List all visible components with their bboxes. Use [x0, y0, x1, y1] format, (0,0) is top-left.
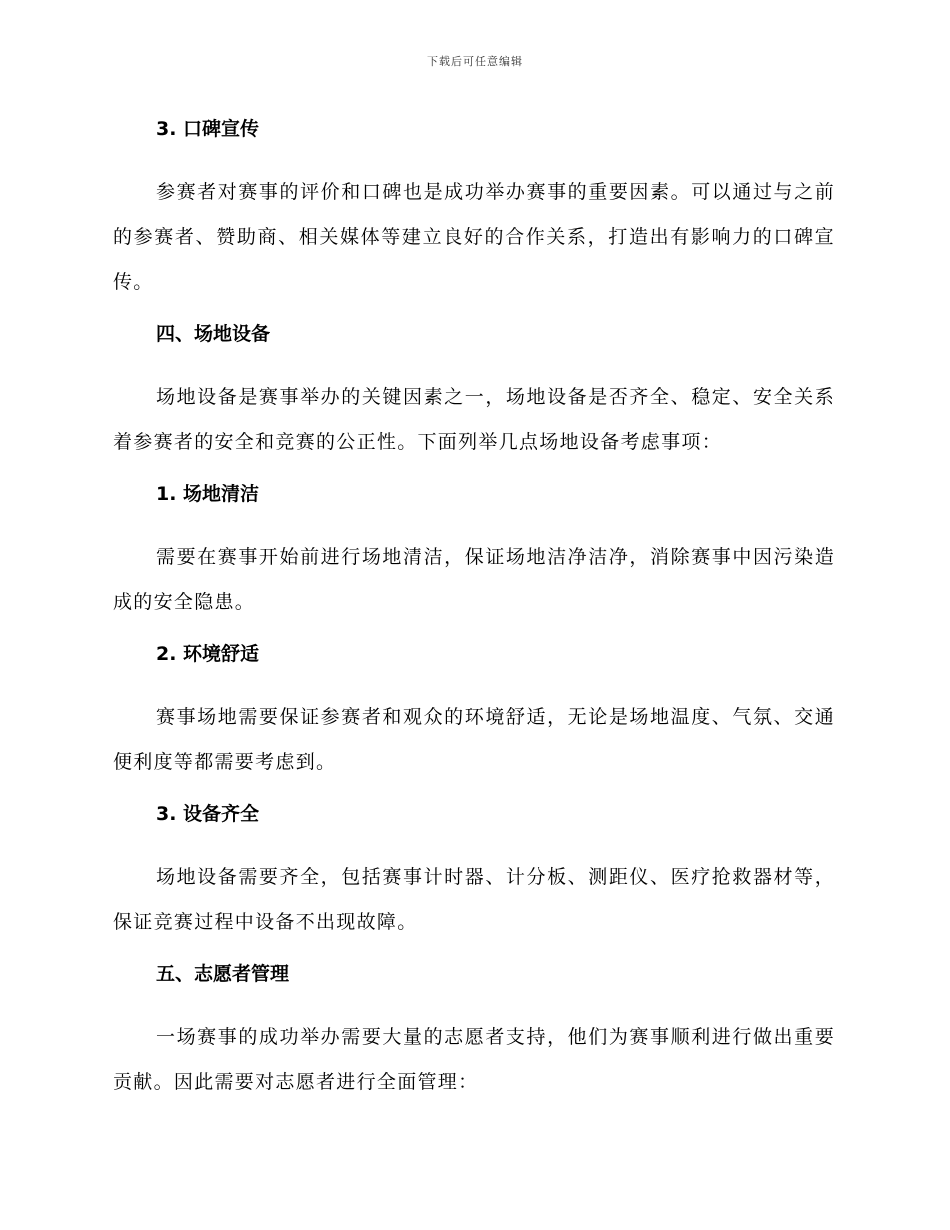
section-heading-volunteer-management: 五、志愿者管理: [156, 963, 290, 985]
header-note: 下载后可任意编辑: [427, 55, 523, 68]
paragraph-word-of-mouth: 参赛者对赛事的评价和口碑也是成功举办赛事的重要因素。可以通过与之前的参赛者、赞助商、相关媒体等建立良好的合作关系，打造出有影响力的口碑宣传。: [113, 181, 835, 293]
section-heading-word-of-mouth: 3. 口碑宣传: [156, 118, 260, 140]
section-heading-venue-cleaning: 1. 场地清洁: [156, 483, 260, 505]
section-heading-venue-equipment: 四、场地设备: [156, 323, 271, 345]
document-body: [113, 112, 835, 1117]
paragraph-comfort: 赛事场地需要保证参赛者和观众的环境舒适，无论是场地温度、气氛、交通便利度等都需要考虑到。: [113, 706, 835, 773]
paragraph-venue-equipment: 场地设备是赛事举办的关键因素之一，场地设备是否齐全、稳定、安全关系着参赛者的安全和竞赛的公正性。下面列举几点场地设备考虑事项：: [113, 386, 835, 453]
paragraph-volunteer-management: 一场赛事的成功举办需要大量的志愿者支持，他们为赛事顺利进行做出重要贡献。因此需要对志愿者进行全面管理：: [113, 1026, 835, 1093]
paragraph-equipment-complete: 场地设备需要齐全，包括赛事计时器、计分板、测距仪、医疗抢救器材等，保证竞赛过程中设备不出现故障。: [113, 866, 835, 933]
section-heading-equipment-complete: 3. 设备齐全: [156, 803, 260, 825]
section-heading-comfort: 2. 环境舒适: [156, 643, 260, 665]
paragraph-venue-cleaning: 需要在赛事开始前进行场地清洁，保证场地洁净洁净，消除赛事中因污染造成的安全隐患。: [113, 546, 835, 613]
